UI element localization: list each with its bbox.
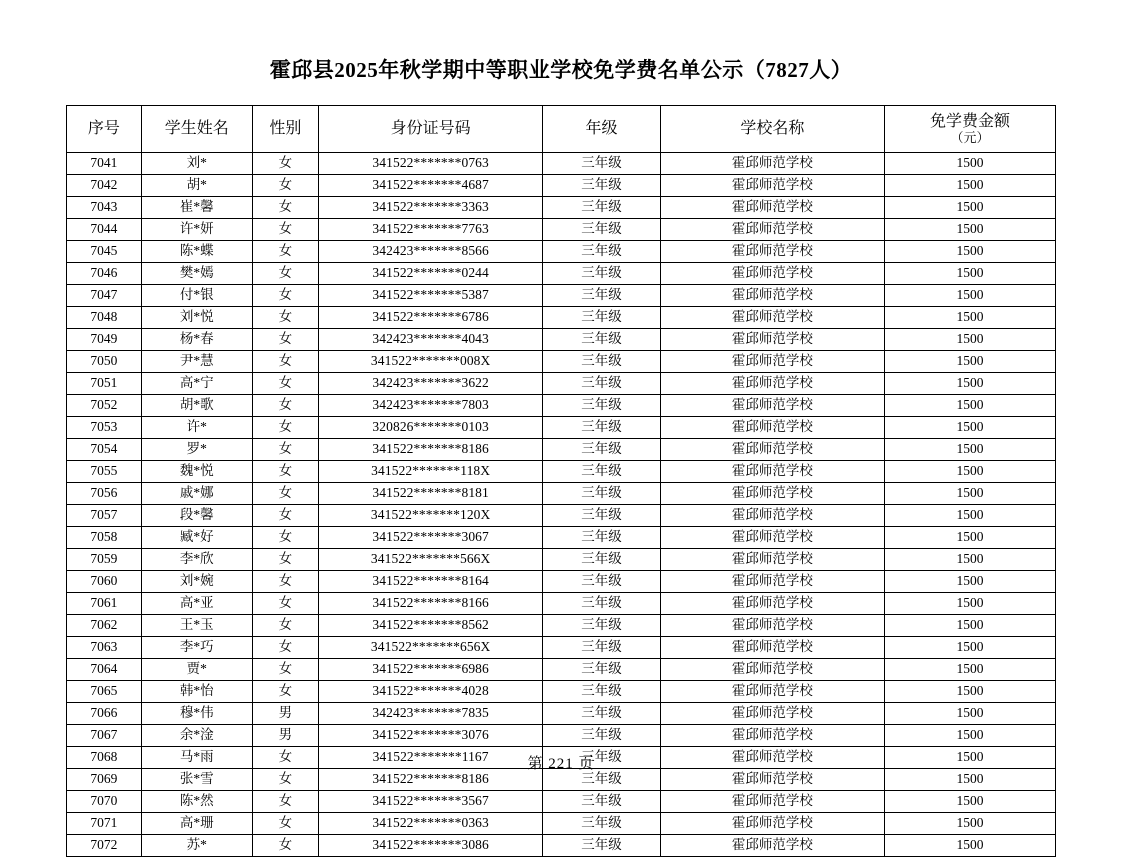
cell-grade: 三年级 [543,637,660,659]
cell-gender: 女 [252,571,318,593]
cell-name: 高*珊 [141,813,252,835]
cell-school: 霍邱师范学校 [660,351,884,373]
cell-name: 韩*怡 [141,681,252,703]
cell-seq: 7067 [67,725,142,747]
page-title: 霍邱县2025年秋学期中等职业学校免学费名单公示（7827人） [269,58,853,82]
cell-seq: 7057 [67,505,142,527]
cell-gender: 男 [252,725,318,747]
cell-gender: 女 [252,197,318,219]
cell-grade: 三年级 [543,351,660,373]
cell-name: 罗* [141,439,252,461]
table-row [67,329,1056,351]
cell-amount: 1500 [885,571,1056,593]
table-row [67,175,1056,197]
cell-id-number: 342423*******4043 [319,329,543,351]
cell-id-number: 342423*******7835 [319,703,543,725]
cell-seq: 7061 [67,593,142,615]
table-row [67,461,1056,483]
cell-seq: 7051 [67,373,142,395]
page-footer: 第 221 页 [527,756,595,772]
cell-name: 陈*然 [141,791,252,813]
cell-name: 陈*蝶 [141,241,252,263]
cell-seq: 7058 [67,527,142,549]
cell-school: 霍邱师范学校 [660,791,884,813]
cell-amount: 1500 [885,527,1056,549]
cell-id-number: 342423*******3622 [319,373,543,395]
table-row [67,835,1056,857]
column-header-amount-main: 免学费金额 [930,112,1011,130]
column-header-amount-unit: （元） [950,129,990,145]
cell-name: 戚*娜 [141,483,252,505]
cell-amount: 1500 [885,351,1056,373]
column-header-school: 学校名称 [660,106,884,153]
cell-school: 霍邱师范学校 [660,725,884,747]
cell-amount: 1500 [885,637,1056,659]
column-header-amount [885,106,1056,153]
cell-school: 霍邱师范学校 [660,571,884,593]
table-row [67,219,1056,241]
cell-name: 臧*好 [141,527,252,549]
cell-gender: 女 [252,593,318,615]
cell-gender: 女 [252,681,318,703]
cell-amount: 1500 [885,373,1056,395]
cell-name: 许*妍 [141,219,252,241]
roster-table-wrapper [66,105,1056,857]
cell-amount: 1500 [885,263,1056,285]
roster-table [66,105,1056,857]
cell-gender: 女 [252,505,318,527]
cell-seq: 7047 [67,285,142,307]
cell-id-number: 341522*******8186 [319,439,543,461]
cell-name: 李*巧 [141,637,252,659]
cell-id-number: 341522*******4028 [319,681,543,703]
cell-name: 许* [141,417,252,439]
cell-id-number: 341522*******656X [319,637,543,659]
cell-id-number: 341522*******6986 [319,659,543,681]
cell-name: 刘*悦 [141,307,252,329]
table-row [67,197,1056,219]
table-row [67,373,1056,395]
cell-amount: 1500 [885,659,1056,681]
table-row [67,725,1056,747]
cell-amount: 1500 [885,197,1056,219]
cell-seq: 7054 [67,439,142,461]
cell-gender: 女 [252,615,318,637]
cell-gender: 女 [252,395,318,417]
cell-gender: 女 [252,153,318,175]
cell-school: 霍邱师范学校 [660,417,884,439]
cell-name: 段*馨 [141,505,252,527]
cell-amount: 1500 [885,769,1056,791]
cell-amount: 1500 [885,549,1056,571]
cell-grade: 三年级 [543,615,660,637]
cell-id-number: 341522*******0763 [319,153,543,175]
cell-seq: 7055 [67,461,142,483]
table-row [67,263,1056,285]
cell-id-number: 341522*******8562 [319,615,543,637]
cell-grade: 三年级 [543,153,660,175]
table-row [67,659,1056,681]
cell-school: 霍邱师范学校 [660,461,884,483]
cell-id-number: 341522*******008X [319,351,543,373]
column-header-grade: 年级 [543,106,660,153]
cell-gender: 女 [252,791,318,813]
cell-id-number: 341522*******3567 [319,791,543,813]
cell-grade: 三年级 [543,769,660,791]
cell-seq: 7071 [67,813,142,835]
cell-grade: 三年级 [543,417,660,439]
cell-school: 霍邱师范学校 [660,439,884,461]
cell-seq: 7044 [67,219,142,241]
cell-seq: 7048 [67,307,142,329]
cell-id-number: 341522*******8186 [319,769,543,791]
cell-name: 刘* [141,153,252,175]
cell-seq: 7043 [67,197,142,219]
cell-gender: 女 [252,461,318,483]
cell-id-number: 341522*******8166 [319,593,543,615]
cell-grade: 三年级 [543,505,660,527]
cell-name: 马*雨 [141,747,252,769]
cell-gender: 女 [252,373,318,395]
cell-amount: 1500 [885,241,1056,263]
cell-seq: 7045 [67,241,142,263]
cell-school: 霍邱师范学校 [660,835,884,857]
cell-name: 李*欣 [141,549,252,571]
cell-amount: 1500 [885,395,1056,417]
cell-school: 霍邱师范学校 [660,329,884,351]
cell-seq: 7060 [67,571,142,593]
cell-gender: 女 [252,747,318,769]
cell-name: 张*雪 [141,769,252,791]
cell-name: 刘*婉 [141,571,252,593]
table-row [67,703,1056,725]
table-row [67,241,1056,263]
cell-gender: 女 [252,175,318,197]
cell-school: 霍邱师范学校 [660,219,884,241]
cell-amount: 1500 [885,285,1056,307]
cell-gender: 女 [252,659,318,681]
table-row [67,813,1056,835]
column-header-gender: 性别 [252,106,318,153]
cell-amount: 1500 [885,615,1056,637]
cell-school: 霍邱师范学校 [660,285,884,307]
cell-grade: 三年级 [543,681,660,703]
cell-amount: 1500 [885,175,1056,197]
cell-name: 胡* [141,175,252,197]
table-row [67,681,1056,703]
cell-id-number: 341522*******3086 [319,835,543,857]
cell-school: 霍邱师范学校 [660,659,884,681]
cell-seq: 7064 [67,659,142,681]
cell-id-number: 341522*******3076 [319,725,543,747]
table-row [67,615,1056,637]
cell-grade: 三年级 [543,263,660,285]
cell-grade: 三年级 [543,175,660,197]
cell-school: 霍邱师范学校 [660,395,884,417]
cell-grade: 三年级 [543,703,660,725]
cell-amount: 1500 [885,681,1056,703]
cell-name: 苏* [141,835,252,857]
cell-name: 王*玉 [141,615,252,637]
table-row [67,307,1056,329]
cell-school: 霍邱师范学校 [660,637,884,659]
cell-name: 胡*歌 [141,395,252,417]
cell-id-number: 341522*******7763 [319,219,543,241]
cell-school: 霍邱师范学校 [660,197,884,219]
table-row [67,285,1056,307]
cell-name: 付*银 [141,285,252,307]
cell-seq: 7072 [67,835,142,857]
cell-id-number: 341522*******118X [319,461,543,483]
cell-amount: 1500 [885,593,1056,615]
cell-grade: 三年级 [543,813,660,835]
cell-id-number: 341522*******0244 [319,263,543,285]
table-row [67,637,1056,659]
cell-seq: 7052 [67,395,142,417]
cell-grade: 三年级 [543,197,660,219]
cell-id-number: 341522*******0363 [319,813,543,835]
cell-school: 霍邱师范学校 [660,593,884,615]
cell-gender: 女 [252,835,318,857]
cell-grade: 三年级 [543,285,660,307]
cell-amount: 1500 [885,791,1056,813]
cell-seq: 7069 [67,769,142,791]
cell-seq: 7068 [67,747,142,769]
table-header-row [67,106,1056,153]
cell-school: 霍邱师范学校 [660,307,884,329]
cell-grade: 三年级 [543,549,660,571]
cell-name: 高*亚 [141,593,252,615]
cell-seq: 7053 [67,417,142,439]
cell-id-number: 341522*******120X [319,505,543,527]
table-row [67,593,1056,615]
cell-gender: 女 [252,813,318,835]
table-row [67,351,1056,373]
cell-gender: 女 [252,263,318,285]
cell-school: 霍邱师范学校 [660,241,884,263]
column-header-seq: 序号 [67,106,142,153]
cell-name: 穆*伟 [141,703,252,725]
cell-gender: 女 [252,417,318,439]
cell-grade: 三年级 [543,329,660,351]
cell-grade: 三年级 [543,439,660,461]
cell-seq: 7041 [67,153,142,175]
cell-school: 霍邱师范学校 [660,549,884,571]
cell-gender: 女 [252,483,318,505]
cell-gender: 女 [252,527,318,549]
cell-grade: 三年级 [543,725,660,747]
cell-school: 霍邱师范学校 [660,615,884,637]
cell-gender: 女 [252,439,318,461]
cell-amount: 1500 [885,703,1056,725]
table-row [67,395,1056,417]
cell-gender: 女 [252,351,318,373]
cell-seq: 7063 [67,637,142,659]
cell-seq: 7056 [67,483,142,505]
cell-school: 霍邱师范学校 [660,703,884,725]
cell-school: 霍邱师范学校 [660,505,884,527]
cell-id-number: 341522*******5387 [319,285,543,307]
cell-gender: 女 [252,219,318,241]
cell-seq: 7059 [67,549,142,571]
cell-amount: 1500 [885,725,1056,747]
cell-amount: 1500 [885,747,1056,769]
cell-name: 尹*慧 [141,351,252,373]
cell-gender: 男 [252,703,318,725]
cell-name: 魏*悦 [141,461,252,483]
cell-school: 霍邱师范学校 [660,681,884,703]
table-row [67,153,1056,175]
cell-grade: 三年级 [543,219,660,241]
cell-id-number: 342423*******7803 [319,395,543,417]
cell-gender: 女 [252,329,318,351]
column-header-id-number: 身份证号码 [319,106,543,153]
cell-amount: 1500 [885,813,1056,835]
cell-school: 霍邱师范学校 [660,373,884,395]
cell-grade: 三年级 [543,373,660,395]
cell-seq: 7070 [67,791,142,813]
cell-seq: 7050 [67,351,142,373]
table-row [67,549,1056,571]
cell-gender: 女 [252,549,318,571]
cell-grade: 三年级 [543,747,660,769]
cell-school: 霍邱师范学校 [660,175,884,197]
cell-id-number: 341522*******8164 [319,571,543,593]
table-header [67,106,1056,153]
cell-gender: 女 [252,769,318,791]
cell-grade: 三年级 [543,527,660,549]
table-row [67,527,1056,549]
cell-id-number: 341522*******4687 [319,175,543,197]
cell-gender: 女 [252,285,318,307]
cell-id-number: 341522*******6786 [319,307,543,329]
cell-amount: 1500 [885,439,1056,461]
table-row [67,417,1056,439]
cell-school: 霍邱师范学校 [660,153,884,175]
cell-grade: 三年级 [543,483,660,505]
cell-id-number: 320826*******0103 [319,417,543,439]
cell-gender: 女 [252,637,318,659]
cell-id-number: 341522*******566X [319,549,543,571]
cell-name: 杨*春 [141,329,252,351]
cell-school: 霍邱师范学校 [660,263,884,285]
cell-amount: 1500 [885,417,1056,439]
cell-seq: 7065 [67,681,142,703]
cell-grade: 三年级 [543,307,660,329]
cell-id-number: 341522*******3363 [319,197,543,219]
cell-amount: 1500 [885,483,1056,505]
cell-school: 霍邱师范学校 [660,813,884,835]
cell-amount: 1500 [885,835,1056,857]
cell-id-number: 341522*******8181 [319,483,543,505]
cell-grade: 三年级 [543,571,660,593]
cell-amount: 1500 [885,329,1056,351]
cell-seq: 7049 [67,329,142,351]
cell-grade: 三年级 [543,593,660,615]
cell-name: 樊*嫣 [141,263,252,285]
cell-grade: 三年级 [543,241,660,263]
cell-school: 霍邱师范学校 [660,747,884,769]
table-row [67,505,1056,527]
cell-name: 余*淦 [141,725,252,747]
cell-amount: 1500 [885,219,1056,241]
cell-seq: 7062 [67,615,142,637]
cell-school: 霍邱师范学校 [660,483,884,505]
cell-grade: 三年级 [543,461,660,483]
cell-seq: 7042 [67,175,142,197]
cell-id-number: 341522*******3067 [319,527,543,549]
cell-name: 崔*馨 [141,197,252,219]
cell-amount: 1500 [885,461,1056,483]
cell-id-number: 341522*******1167 [319,747,543,769]
cell-grade: 三年级 [543,395,660,417]
cell-grade: 三年级 [543,835,660,857]
table-row [67,439,1056,461]
cell-amount: 1500 [885,505,1056,527]
table-row [67,571,1056,593]
cell-seq: 7046 [67,263,142,285]
cell-gender: 女 [252,241,318,263]
cell-name: 贾* [141,659,252,681]
table-row [67,791,1056,813]
cell-seq: 7066 [67,703,142,725]
cell-grade: 三年级 [543,791,660,813]
table-row [67,483,1056,505]
cell-school: 霍邱师范学校 [660,527,884,549]
cell-amount: 1500 [885,307,1056,329]
cell-school: 霍邱师范学校 [660,769,884,791]
cell-name: 高*宁 [141,373,252,395]
cell-gender: 女 [252,307,318,329]
column-header-name: 学生姓名 [141,106,252,153]
cell-grade: 三年级 [543,659,660,681]
cell-amount: 1500 [885,153,1056,175]
cell-id-number: 342423*******8566 [319,241,543,263]
